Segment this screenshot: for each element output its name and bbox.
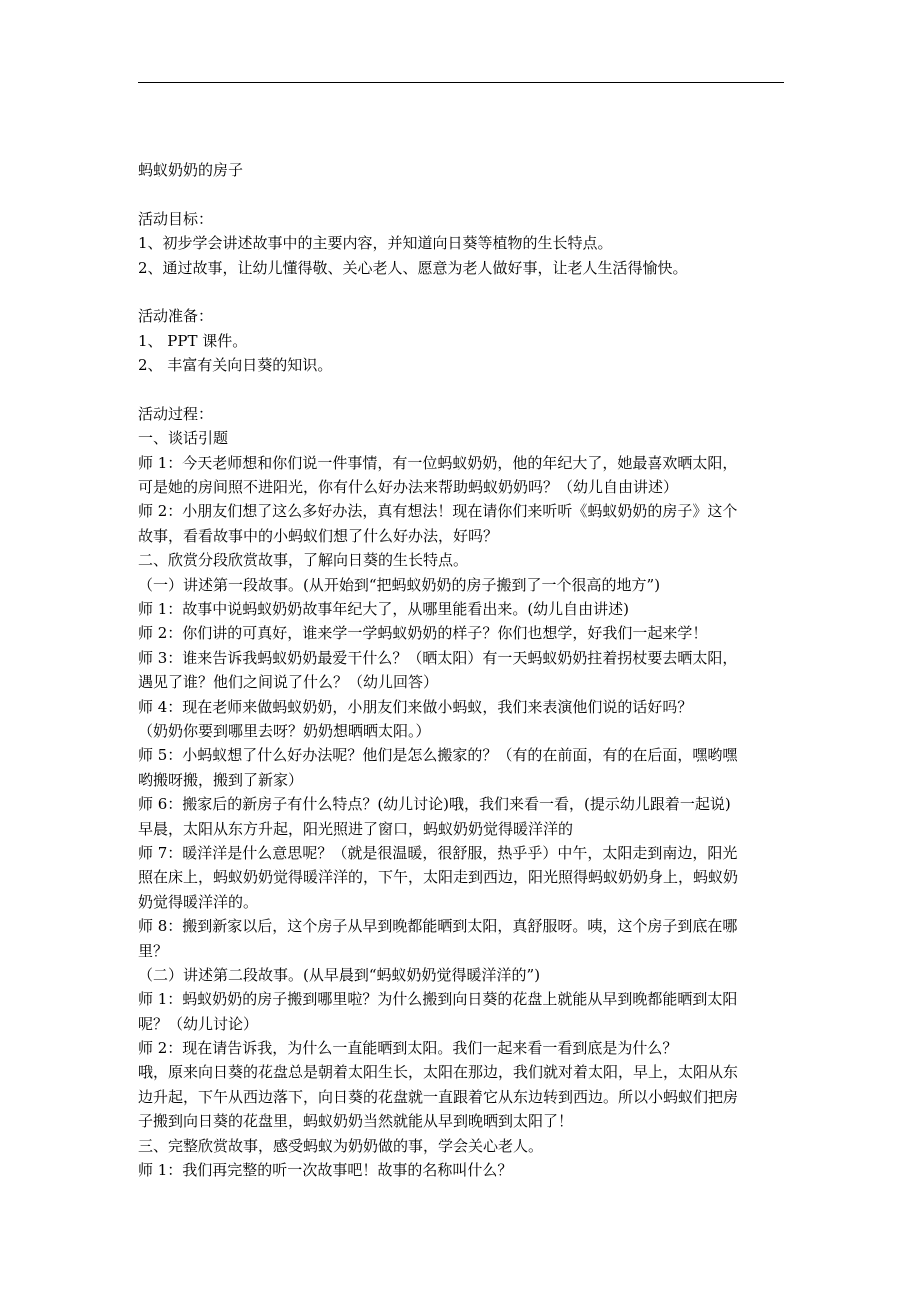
process-line: 师 2：你们讲的可真好，谁来学一学蚂蚁奶奶的样子？你们也想学，好我们一起来学！ (138, 624, 708, 643)
process-line: 师 1：故事中说蚂蚁奶奶故事年纪大了，从哪里能看出来。(幼儿自由讲述) (138, 600, 630, 619)
process-line: 师 1：今天老师想和你们说一件事情，有一位蚂蚁奶奶，他的年纪大了，她最喜欢晒太阳， (138, 453, 738, 472)
process-line: （二）讲述第二段故事。(从早晨到“蚂蚁奶奶觉得暖洋洋的”) (138, 965, 541, 984)
process-line: 师 2：现在请告诉我，为什么一直能晒到太阳。我们一起来看一看到底是为什么？ (138, 1039, 678, 1058)
process-line: 师 3：谁来告诉我蚂蚁奶奶最爱干什么？（晒太阳）有一天蚂蚁奶奶拄着拐杖要去晒太阳， (138, 648, 738, 667)
process-line: 早晨，太阳从东方升起，阳光照进了窗口，蚂蚁奶奶觉得暖洋洋的 (138, 819, 574, 838)
prep-item: 1、 PPT 课件。 (138, 331, 248, 350)
process-line: （奶奶你要到哪里去呀？奶奶想晒晒太阳。） (138, 721, 431, 740)
process-line: 师 1：我们再完整的听一次故事吧！故事的名称叫什么？ (138, 1161, 513, 1180)
process-line: 一、谈话引题 (138, 429, 229, 448)
document-body (138, 158, 790, 1182)
process-line: 呢？（幼儿讨论） (138, 1014, 259, 1033)
goal-item: 1、初步学会讲述故事中的主要内容，并知道向日葵等植物的生长特点。 (138, 234, 613, 253)
process-line: 三、完整欣赏故事，感受蚂蚁为奶奶做的事，学会关心老人。 (138, 1136, 544, 1155)
process-line: 二、欣赏分段欣赏故事，了解向日葵的生长特点。 (138, 551, 469, 570)
prep-item: 2、 丰富有关向日葵的知识。 (138, 356, 333, 375)
process-line: （一）讲述第一段故事。(从开始到“把蚂蚁奶奶的房子搬到了一个很高的地方”) (138, 575, 661, 594)
process-line: 师 5：小蚂蚁想了什么好办法呢？他们是怎么搬家的？（有的在前面，有的在后面，嘿哟嘿 (138, 746, 738, 765)
process-line: 照在床上，蚂蚁奶奶觉得暖洋洋的，下午，太阳走到西边，阳光照得蚂蚁奶奶身上，蚂蚁奶 (138, 868, 739, 887)
process-line: 师 7：暖洋洋是什么意思呢？（就是很温暖，很舒服，热乎乎）中午，太阳走到南边，阳光 (138, 843, 738, 862)
process-line: 师 8：搬到新家以后，这个房子从早到晚都能晒到太阳，真舒服呀。咦，这个房子到底在哪 (138, 917, 738, 936)
process-line: 师 6：搬家后的新房子有什么特点？(幼儿讨论)哦，我们来看一看，(提示幼儿跟着一起说) (138, 795, 731, 814)
process-line: 哦，原来向日葵的花盘总是朝着太阳生长，太阳在那边，我们就对着太阳，早上，太阳从东 (138, 1063, 739, 1082)
process-line: 里？ (138, 941, 169, 960)
process-line: 师 4：现在老师来做蚂蚁奶奶，小朋友们来做小蚂蚁，我们来表演他们说的话好吗？ (138, 697, 693, 716)
process-line: 子搬到向日葵的花盘里，蚂蚁奶奶当然就能从早到晚晒到太阳了！ (138, 1112, 574, 1131)
header-rule (138, 82, 784, 83)
process-heading: 活动过程： (138, 404, 214, 423)
process-line: 师 2：小朋友们想了这么多好办法，真有想法！现在请你们来听听《蚂蚁奶奶的房子》这个 (138, 502, 738, 521)
goal-item: 2、通过故事，让幼儿懂得敬、关心老人、愿意为老人做好事，让老人生活得愉快。 (138, 258, 688, 277)
document-title: 蚂蚁奶奶的房子 (138, 161, 244, 179)
prep-heading: 活动准备： (138, 307, 214, 326)
process-line: 师 1：蚂蚁奶奶的房子搬到哪里啦？为什么搬到向日葵的花盘上就能从早到晚都能晒到太阳 (138, 990, 738, 1009)
goals-heading: 活动目标： (138, 209, 214, 228)
process-line: 故事，看看故事中的小蚂蚁们想了什么好办法，好吗？ (138, 526, 499, 545)
process-line: 边升起，下午从西边落下，向日葵的花盘就一直跟着它从东边转到西边。所以小蚂蚁们把房 (138, 1087, 739, 1106)
process-line: 奶觉得暖洋洋的。 (138, 892, 259, 911)
process-line: 遇见了谁？他们之间说了什么？（幼儿回答） (138, 673, 439, 692)
process-line: 哟搬呀搬，搬到了新家） (138, 770, 304, 789)
process-line: 可是她的房间照不进阳光，你有什么好办法来帮助蚂蚁奶奶吗？（幼儿自由讲述） (138, 478, 679, 497)
